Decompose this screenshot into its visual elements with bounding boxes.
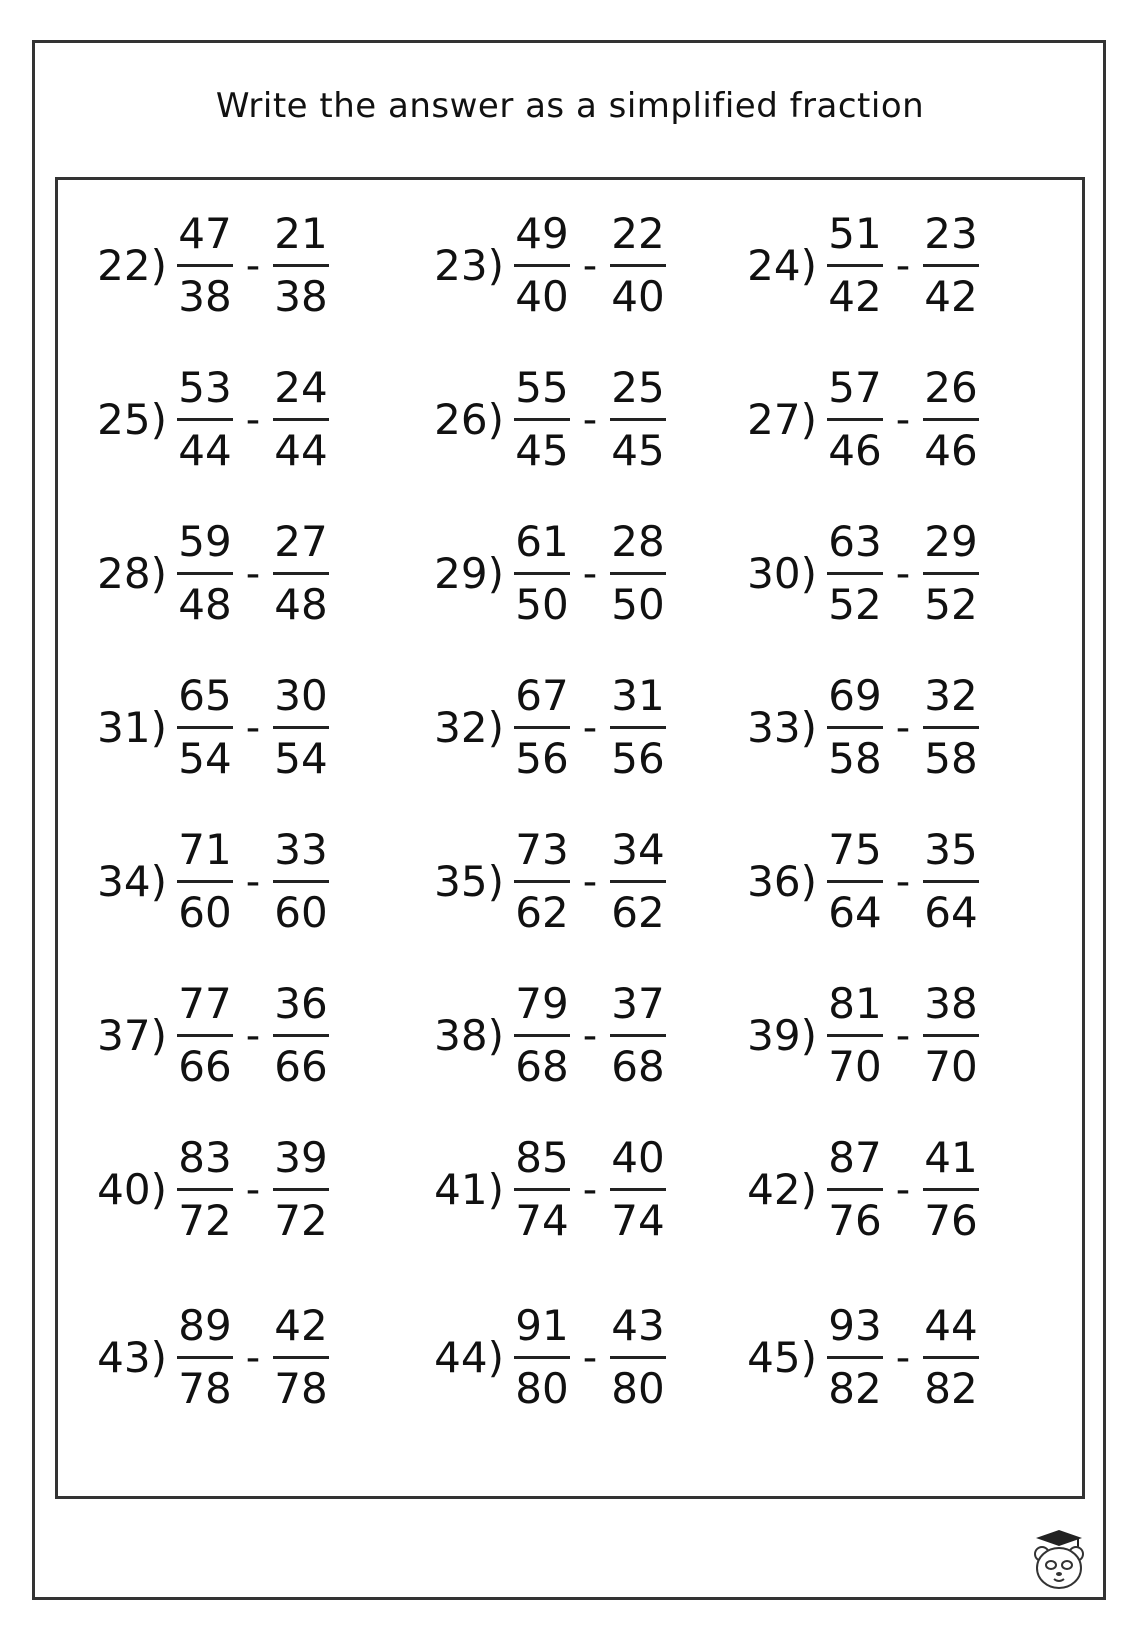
fraction-a <box>177 208 233 323</box>
fraction-a-numerator: 87 <box>828 1133 882 1182</box>
fraction-a-denominator: 66 <box>178 1042 232 1091</box>
fraction-b-denominator: 82 <box>924 1364 978 1413</box>
fraction-b-numerator: 28 <box>611 517 665 566</box>
problem-number: 42) <box>747 1165 817 1214</box>
fraction-b <box>923 208 979 323</box>
fraction-bar <box>514 1188 570 1191</box>
fraction-b-denominator: 44 <box>274 426 328 475</box>
fraction-b-numerator: 25 <box>611 363 665 412</box>
fraction-a-denominator: 76 <box>828 1196 882 1245</box>
fraction-a-denominator: 48 <box>178 580 232 629</box>
problem-number: 26) <box>434 395 504 444</box>
fraction-a <box>827 670 883 785</box>
problem-number: 24) <box>747 241 817 290</box>
problem-number: 31) <box>97 703 167 752</box>
fraction-bar <box>177 1188 233 1191</box>
minus-sign: - <box>582 858 598 905</box>
fraction-b <box>923 978 979 1093</box>
fraction-b-denominator: 46 <box>924 426 978 475</box>
minus-sign: - <box>582 1334 598 1381</box>
fraction-bar <box>610 880 666 883</box>
fraction-b-numerator: 38 <box>924 979 978 1028</box>
fraction-b-numerator: 44 <box>924 1301 978 1350</box>
fraction-b-numerator: 21 <box>274 209 328 258</box>
fraction-b-denominator: 74 <box>611 1196 665 1245</box>
fraction-b-numerator: 23 <box>924 209 978 258</box>
fraction-a-denominator: 74 <box>515 1196 569 1245</box>
fraction-b-denominator: 64 <box>924 888 978 937</box>
fraction-a-denominator: 82 <box>828 1364 882 1413</box>
fraction-b-numerator: 27 <box>274 517 328 566</box>
problem-number: 33) <box>747 703 817 752</box>
fraction-a-numerator: 89 <box>178 1301 232 1350</box>
problem-number: 32) <box>434 703 504 752</box>
fraction-a-numerator: 57 <box>828 363 882 412</box>
fraction-a <box>514 1132 570 1247</box>
problem-number: 36) <box>747 857 817 906</box>
fraction-a <box>827 978 883 1093</box>
fraction-bar <box>273 880 329 883</box>
fraction-a <box>514 208 570 323</box>
fraction-a-denominator: 70 <box>828 1042 882 1091</box>
fraction-b-denominator: 58 <box>924 734 978 783</box>
fraction-bar <box>177 1356 233 1359</box>
fraction-b-denominator: 68 <box>611 1042 665 1091</box>
fraction-bar <box>177 572 233 575</box>
fraction-a-numerator: 85 <box>515 1133 569 1182</box>
problem-number: 28) <box>97 549 167 598</box>
fraction-bar <box>514 726 570 729</box>
minus-sign: - <box>895 550 911 597</box>
fraction-a <box>514 670 570 785</box>
fraction-b <box>610 1300 666 1415</box>
fraction-a-numerator: 49 <box>515 209 569 258</box>
fraction-a-denominator: 62 <box>515 888 569 937</box>
fraction-bar <box>923 726 979 729</box>
problem-number: 30) <box>747 549 817 598</box>
fraction-a-numerator: 61 <box>515 517 569 566</box>
fraction-a <box>514 516 570 631</box>
fraction-bar <box>610 572 666 575</box>
fraction-b-denominator: 50 <box>611 580 665 629</box>
fraction-bar <box>273 572 329 575</box>
fraction-b <box>610 978 666 1093</box>
fraction-a-numerator: 53 <box>178 363 232 412</box>
fraction-bar <box>273 1356 329 1359</box>
minus-sign: - <box>245 396 261 443</box>
minus-sign: - <box>895 1166 911 1213</box>
fraction-b-denominator: 40 <box>611 272 665 321</box>
fraction-b-numerator: 36 <box>274 979 328 1028</box>
fraction-b-numerator: 26 <box>924 363 978 412</box>
fraction-bar <box>827 418 883 421</box>
problem-number: 35) <box>434 857 504 906</box>
fraction-b-denominator: 52 <box>924 580 978 629</box>
fraction-a-denominator: 78 <box>178 1364 232 1413</box>
fraction-a-numerator: 55 <box>515 363 569 412</box>
fraction-a-numerator: 91 <box>515 1301 569 1350</box>
fraction-a <box>177 670 233 785</box>
problem-number: 34) <box>97 857 167 906</box>
fraction-b-numerator: 43 <box>611 1301 665 1350</box>
fraction-a <box>827 208 883 323</box>
fraction-b <box>273 978 329 1093</box>
fraction-a <box>827 1300 883 1415</box>
fraction-b-numerator: 24 <box>274 363 328 412</box>
panda-graduate-icon <box>1030 1528 1088 1592</box>
fraction-a-denominator: 40 <box>515 272 569 321</box>
fraction-bar <box>177 418 233 421</box>
problem-number: 29) <box>434 549 504 598</box>
fraction-a <box>514 978 570 1093</box>
fraction-a <box>827 362 883 477</box>
fraction-b <box>610 516 666 631</box>
fraction-a-denominator: 38 <box>178 272 232 321</box>
fraction-a <box>514 824 570 939</box>
problem-item <box>422 362 666 477</box>
fraction-bar <box>273 726 329 729</box>
fraction-bar <box>610 1356 666 1359</box>
problem-number: 27) <box>747 395 817 444</box>
fraction-a-numerator: 81 <box>828 979 882 1028</box>
fraction-bar <box>827 1034 883 1037</box>
fraction-b-denominator: 72 <box>274 1196 328 1245</box>
fraction-b-numerator: 40 <box>611 1133 665 1182</box>
fraction-b-denominator: 38 <box>274 272 328 321</box>
fraction-a-denominator: 80 <box>515 1364 569 1413</box>
fraction-b <box>273 824 329 939</box>
fraction-bar <box>610 418 666 421</box>
minus-sign: - <box>582 550 598 597</box>
fraction-b <box>923 670 979 785</box>
fraction-b-numerator: 30 <box>274 671 328 720</box>
problem-item <box>735 1132 979 1247</box>
problem-number: 38) <box>434 1011 504 1060</box>
fraction-a-numerator: 83 <box>178 1133 232 1182</box>
fraction-a-denominator: 56 <box>515 734 569 783</box>
fraction-b-numerator: 29 <box>924 517 978 566</box>
problem-item <box>735 516 979 631</box>
minus-sign: - <box>245 858 261 905</box>
minus-sign: - <box>895 858 911 905</box>
problem-item <box>735 208 979 323</box>
fraction-bar <box>273 264 329 267</box>
minus-sign: - <box>245 1334 261 1381</box>
fraction-b-denominator: 60 <box>274 888 328 937</box>
fraction-bar <box>827 1356 883 1359</box>
fraction-b <box>273 362 329 477</box>
minus-sign: - <box>895 704 911 751</box>
fraction-a-numerator: 51 <box>828 209 882 258</box>
fraction-b-denominator: 78 <box>274 1364 328 1413</box>
fraction-a <box>177 978 233 1093</box>
fraction-a-denominator: 54 <box>178 734 232 783</box>
fraction-bar <box>514 418 570 421</box>
fraction-bar <box>514 880 570 883</box>
fraction-a <box>177 824 233 939</box>
fraction-a-denominator: 52 <box>828 580 882 629</box>
problem-item <box>422 824 666 939</box>
fraction-a <box>177 1300 233 1415</box>
fraction-b <box>273 208 329 323</box>
fraction-b-numerator: 39 <box>274 1133 328 1182</box>
problem-number: 45) <box>747 1333 817 1382</box>
problem-item <box>735 824 979 939</box>
fraction-a <box>177 1132 233 1247</box>
minus-sign: - <box>895 1334 911 1381</box>
fraction-a-numerator: 79 <box>515 979 569 1028</box>
problem-number: 25) <box>97 395 167 444</box>
fraction-bar <box>273 1034 329 1037</box>
fraction-a <box>827 824 883 939</box>
minus-sign: - <box>895 242 911 289</box>
fraction-b <box>273 1300 329 1415</box>
fraction-bar <box>177 726 233 729</box>
fraction-b-numerator: 34 <box>611 825 665 874</box>
fraction-a <box>177 516 233 631</box>
fraction-a-denominator: 45 <box>515 426 569 475</box>
problem-number: 41) <box>434 1165 504 1214</box>
problem-item <box>85 670 329 785</box>
fraction-b-denominator: 76 <box>924 1196 978 1245</box>
fraction-b <box>273 1132 329 1247</box>
fraction-a <box>827 516 883 631</box>
fraction-a-denominator: 50 <box>515 580 569 629</box>
fraction-b-numerator: 22 <box>611 209 665 258</box>
problem-item <box>85 516 329 631</box>
fraction-b <box>273 670 329 785</box>
fraction-a-denominator: 58 <box>828 734 882 783</box>
fraction-a-denominator: 64 <box>828 888 882 937</box>
fraction-b <box>923 1300 979 1415</box>
fraction-a-numerator: 93 <box>828 1301 882 1350</box>
problem-item <box>735 1300 979 1415</box>
problem-item <box>422 516 666 631</box>
fraction-b-numerator: 37 <box>611 979 665 1028</box>
problem-number: 40) <box>97 1165 167 1214</box>
fraction-bar <box>514 572 570 575</box>
problem-item <box>85 208 329 323</box>
minus-sign: - <box>245 242 261 289</box>
minus-sign: - <box>582 396 598 443</box>
problem-item <box>422 208 666 323</box>
problem-item <box>422 670 666 785</box>
fraction-bar <box>923 572 979 575</box>
fraction-a-denominator: 44 <box>178 426 232 475</box>
fraction-b <box>273 516 329 631</box>
fraction-b-denominator: 66 <box>274 1042 328 1091</box>
fraction-b <box>923 362 979 477</box>
problem-item <box>85 978 329 1093</box>
fraction-bar <box>610 1034 666 1037</box>
problem-item <box>85 1132 329 1247</box>
fraction-a-numerator: 69 <box>828 671 882 720</box>
problem-item <box>735 362 979 477</box>
fraction-a-numerator: 63 <box>828 517 882 566</box>
minus-sign: - <box>245 550 261 597</box>
fraction-bar <box>827 880 883 883</box>
fraction-bar <box>923 264 979 267</box>
problem-item <box>422 978 666 1093</box>
fraction-b-numerator: 35 <box>924 825 978 874</box>
problem-item <box>85 1300 329 1415</box>
fraction-bar <box>610 726 666 729</box>
fraction-bar <box>177 880 233 883</box>
fraction-b <box>610 362 666 477</box>
fraction-a-denominator: 46 <box>828 426 882 475</box>
minus-sign: - <box>895 1012 911 1059</box>
problem-item <box>735 670 979 785</box>
minus-sign: - <box>245 1012 261 1059</box>
problem-number: 43) <box>97 1333 167 1382</box>
fraction-bar <box>514 1356 570 1359</box>
minus-sign: - <box>582 242 598 289</box>
fraction-a-numerator: 47 <box>178 209 232 258</box>
fraction-bar <box>827 1188 883 1191</box>
problem-number: 22) <box>97 241 167 290</box>
fraction-b-denominator: 56 <box>611 734 665 783</box>
fraction-bar <box>610 264 666 267</box>
fraction-bar <box>923 1034 979 1037</box>
fraction-a-numerator: 77 <box>178 979 232 1028</box>
fraction-bar <box>923 880 979 883</box>
fraction-a-denominator: 60 <box>178 888 232 937</box>
fraction-b <box>610 208 666 323</box>
fraction-a-denominator: 42 <box>828 272 882 321</box>
worksheet-instructions: Write the answer as a simplified fraction <box>215 86 925 126</box>
fraction-b-numerator: 31 <box>611 671 665 720</box>
fraction-a-denominator: 68 <box>515 1042 569 1091</box>
fraction-a-denominator: 72 <box>178 1196 232 1245</box>
fraction-bar <box>923 1188 979 1191</box>
fraction-a-numerator: 65 <box>178 671 232 720</box>
fraction-b <box>923 1132 979 1247</box>
fraction-bar <box>827 264 883 267</box>
fraction-b <box>610 670 666 785</box>
fraction-bar <box>177 1034 233 1037</box>
fraction-a <box>177 362 233 477</box>
fraction-b-numerator: 32 <box>924 671 978 720</box>
problem-number: 39) <box>747 1011 817 1060</box>
fraction-b-denominator: 70 <box>924 1042 978 1091</box>
minus-sign: - <box>582 1012 598 1059</box>
problem-item <box>422 1132 666 1247</box>
fraction-a-numerator: 71 <box>178 825 232 874</box>
problem-number: 37) <box>97 1011 167 1060</box>
fraction-a <box>827 1132 883 1247</box>
fraction-bar <box>514 1034 570 1037</box>
minus-sign: - <box>895 396 911 443</box>
minus-sign: - <box>582 704 598 751</box>
fraction-bar <box>827 726 883 729</box>
fraction-bar <box>273 1188 329 1191</box>
fraction-b-numerator: 33 <box>274 825 328 874</box>
fraction-a <box>514 362 570 477</box>
fraction-bar <box>923 418 979 421</box>
problem-item <box>85 824 329 939</box>
problem-item <box>85 362 329 477</box>
minus-sign: - <box>245 704 261 751</box>
fraction-bar <box>923 1356 979 1359</box>
minus-sign: - <box>582 1166 598 1213</box>
fraction-bar <box>273 418 329 421</box>
fraction-bar <box>827 572 883 575</box>
problem-item <box>735 978 979 1093</box>
fraction-a-numerator: 59 <box>178 517 232 566</box>
fraction-a-numerator: 75 <box>828 825 882 874</box>
fraction-bar <box>177 264 233 267</box>
fraction-b-numerator: 41 <box>924 1133 978 1182</box>
fraction-b-denominator: 54 <box>274 734 328 783</box>
fraction-bar <box>610 1188 666 1191</box>
fraction-b-numerator: 42 <box>274 1301 328 1350</box>
fraction-a-numerator: 67 <box>515 671 569 720</box>
fraction-a-numerator: 73 <box>515 825 569 874</box>
problem-number: 44) <box>434 1333 504 1382</box>
fraction-bar <box>514 264 570 267</box>
fraction-b <box>923 824 979 939</box>
fraction-b <box>610 1132 666 1247</box>
fraction-b-denominator: 62 <box>611 888 665 937</box>
fraction-a <box>514 1300 570 1415</box>
problem-item <box>422 1300 666 1415</box>
fraction-b-denominator: 45 <box>611 426 665 475</box>
fraction-b <box>923 516 979 631</box>
fraction-b <box>610 824 666 939</box>
fraction-b-denominator: 48 <box>274 580 328 629</box>
fraction-b-denominator: 80 <box>611 1364 665 1413</box>
minus-sign: - <box>245 1166 261 1213</box>
fraction-b-denominator: 42 <box>924 272 978 321</box>
problem-number: 23) <box>434 241 504 290</box>
